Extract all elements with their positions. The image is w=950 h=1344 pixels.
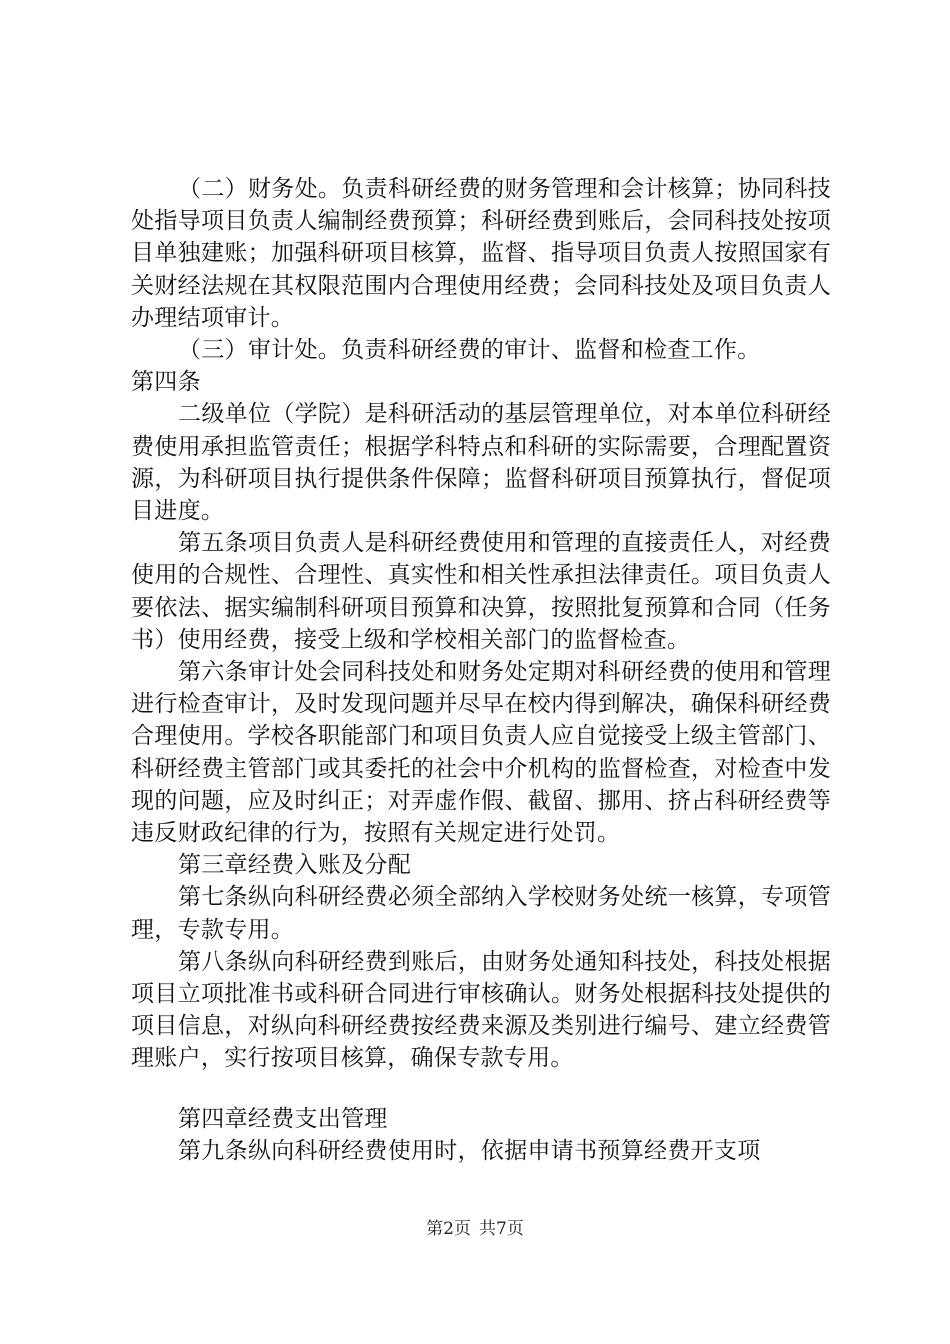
article-4-heading: 第四条 <box>131 369 201 396</box>
chapter-3-heading: 第三章经费入账及分配 <box>178 852 411 879</box>
paragraph-article-7: 第七条纵向科研经费必须全部纳入学校财务处统一核算，专项管理，专款专用。 <box>131 884 831 943</box>
chapter-4-heading: 第四章经费支出管理 <box>178 1105 388 1132</box>
paragraph-gap <box>131 1075 831 1103</box>
page-footer <box>0 1214 950 1239</box>
document-body <box>131 173 831 1167</box>
paragraph-audit-office: （三）审计处。负责科研经费的审计、监督和检查工作。 <box>178 337 761 364</box>
page-number: 第2页 <box>426 1219 471 1239</box>
paragraph-article-5: 第五条项目负责人是科研经费使用和管理的直接责任人，对经费使用的合规性、合理性、真实性和相关性承担法律责任。项目负责人要依法、据实编制科研项目预算和决算，按照批复预算和合同（任务书）使用经费，接受上级和学校相关部门的监督检查。 <box>131 530 831 653</box>
paragraph-article-8: 第八条纵向科研经费到账后，由财务处通知科技处，科技处根据项目立项批准书或科研合同进行审核确认。财务处根据科技处提供的项目信息，对纵向科研经费按经费来源及类别进行编号、建立经费管理账户，实行按项目核算，确保专款专用。 <box>131 948 831 1072</box>
paragraph-article-6: 第六条审计处会同科技处和财务处定期对科研经费的使用和管理进行检查审计，及时发现问题并尽早在校内得到解决，确保科研经费合理使用。学校各职能部门和项目负责人应自觉接受上级主管部门、科研经费主管部门或其委托的社会中介机构的监督检查，对检查中发现的问题，应及时纠正；对弄虚作假、截留、挪用、挤占科研经费等违反财政纪律的行为，按照有关规定进行处罚。 <box>131 659 831 847</box>
paragraph-article-4: 二级单位（学院）是科研活动的基层管理单位，对本单位科研经费使用承担监管责任；根据学科特点和科研的实际需要，合理配置资源，为科研项目执行提供条件保障；监督科研项目预算执行，督促项目进度。 <box>131 401 831 525</box>
page-total: 共7页 <box>479 1219 524 1239</box>
paragraph-finance-office: （二）财务处。负责科研经费的财务管理和会计核算；协同科技处指导项目负责人编制经费预算；科研经费到账后，会同科技处按项目单独建账；加强科研项目核算，监督、指导项目负责人按照国家有关财经法规在其权限范围内合理使用经费；会同科技处及项目负责人办理结项审计。 <box>131 176 831 331</box>
paragraph-article-9: 第九条纵向科研经费使用时，依据申请书预算经费开支项 <box>178 1137 761 1164</box>
